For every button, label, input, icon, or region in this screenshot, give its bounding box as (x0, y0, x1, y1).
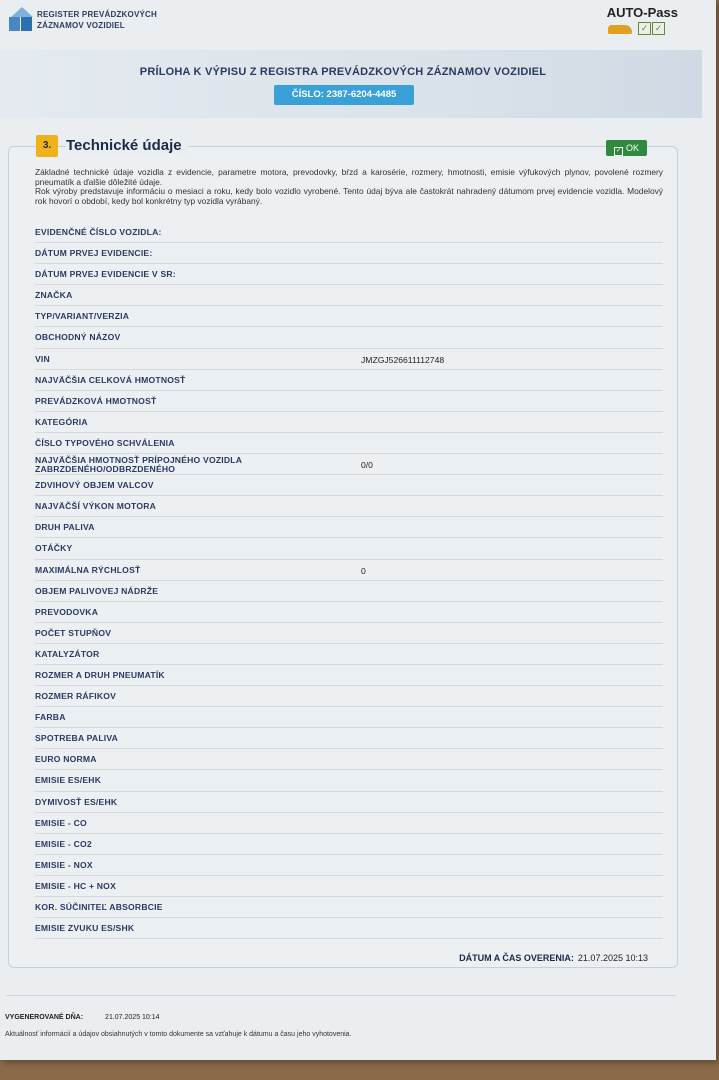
row-label (35, 861, 93, 870)
row-label-line: ZABRZDENÉHO/ODBRZDENÉHO (35, 464, 176, 475)
row-label-line: ROZMER RÁFIKOV (35, 691, 117, 702)
row-label (35, 439, 175, 448)
row-label (35, 650, 99, 659)
table-row (35, 581, 663, 602)
table-row (35, 813, 663, 834)
row-label-line: EMISIE ES/EHK (35, 775, 102, 786)
table-row (35, 433, 663, 454)
row-label (35, 692, 116, 701)
table-row (35, 728, 663, 749)
row-label-line: KATEGÓRIA (35, 416, 88, 427)
table-row (35, 327, 663, 348)
table-row (35, 412, 663, 433)
row-label (35, 903, 163, 912)
section-title: Technické údaje (66, 137, 188, 154)
row-label-line: OBJEM PALIVOVEJ NÁDRŽE (35, 585, 159, 596)
table-row (35, 560, 663, 581)
row-label-line: EMISIE - HC + NOX (35, 880, 116, 891)
register-logo-text (37, 9, 157, 31)
footer-note: Aktuálnosť informácií a údajov obsiahnutých v tomto dokumente sa vzťahuje k dátumu a času jeho vyhotovenia. (5, 1031, 352, 1038)
checkbox-icon: ✓ (638, 22, 651, 35)
row-label-line: ZNAČKA (35, 290, 73, 301)
table-row (35, 285, 663, 306)
generated-label: VYGENEROVANÉ DŇA: (5, 1014, 84, 1021)
checkbox-icon: ✓ (652, 22, 665, 35)
row-label-line: FARBA (35, 712, 66, 723)
table-row (35, 644, 663, 665)
row-label (35, 798, 117, 807)
row-label-line: NAJVÄČŠIA HMOTNOSŤ PRÍPOJNÉHO VOZIDLA (35, 455, 243, 466)
row-label (35, 397, 156, 406)
table-row (35, 855, 663, 876)
check-icon: ✓ (615, 148, 621, 154)
row-label (35, 840, 92, 849)
status-label: OK (625, 143, 639, 153)
row-label-line: KOR. SÚČINITEĽ ABSORBCIE (35, 902, 163, 912)
row-label-line: EMISIE - CO (35, 817, 87, 828)
row-label (35, 882, 116, 891)
row-label (35, 333, 120, 342)
document-number-badge: ČÍSLO: 2387-6204-4485 (274, 85, 414, 105)
logo-line-1: REGISTER PREVÁDZKOVÝCH (37, 10, 157, 19)
row-label-line: EMISIE - NOX (35, 859, 93, 870)
row-label-line: DÁTUM PRVEJ EVIDENCIE: (35, 248, 153, 259)
row-label (35, 924, 134, 933)
row-label (35, 355, 50, 364)
table-row (35, 876, 663, 897)
row-label (35, 523, 95, 532)
row-label-line: OBCHODNÝ NÁZOV (35, 332, 121, 343)
row-label (35, 713, 66, 722)
car-icon (608, 25, 632, 34)
table-row (35, 538, 663, 559)
table-row (35, 686, 663, 707)
divider (6, 995, 676, 996)
row-label (35, 671, 165, 680)
row-label (35, 418, 88, 427)
logo-line-2: ZÁZNAMOV VOZIDIEL (37, 21, 125, 30)
table-row (35, 370, 663, 391)
row-label-line: NAJVÄČŠIA CELKOVÁ HMOTNOSŤ (35, 374, 186, 385)
table-row (35, 792, 663, 813)
row-label (35, 502, 156, 511)
autopass-logo-icon (608, 22, 666, 36)
description-paragraph-2: Rok výroby predstavuje informáciu o mesiaci a roku, kedy bolo vozidlo vyrobené. Tento údaj býva ale častokrát nahradený dátumom prvej evidencie vozidla. Modelový rok hovorí o období, kedy bol konkrétny typ vozidla vyrábaný. (35, 186, 663, 206)
status-badge (606, 140, 647, 156)
table-row (35, 222, 663, 243)
table-row (35, 475, 663, 496)
row-label-line: VIN (35, 353, 50, 364)
description-paragraph-1: Základné technické údaje vozidla z evidencie, parametre motora, prevodovky, bŕzd a karosérie, rozmery, hmotnosti, emisie výfukových plynov, povolené rozmery pneumatík a ďalšie dôležité údaje. (35, 167, 663, 187)
row-label (35, 819, 87, 828)
row-label-line: SPOTREBA PALIVA (35, 733, 119, 744)
autopass-brand: AUTO-Pass (606, 5, 678, 20)
verification-datetime (459, 953, 648, 963)
table-row (35, 918, 663, 939)
row-label (35, 544, 72, 553)
verification-value: 21.07.2025 10:13 (577, 953, 648, 963)
table-row (35, 496, 663, 517)
row-label-line: EMISIE ZVUKU ES/SHK (35, 923, 135, 934)
row-value: 0 (361, 565, 366, 576)
table-row (35, 602, 663, 623)
row-label-line: POČET STUPŇOV (35, 627, 112, 638)
table-row (35, 623, 663, 644)
generated-value: 21.07.2025 10:14 (105, 1014, 160, 1021)
row-label-line: ZDVIHOVÝ OBJEM VALCOV (35, 480, 154, 491)
table-row (35, 391, 663, 412)
row-label-line: KATALYZÁTOR (35, 648, 100, 659)
row-label-line: EVIDENČNÉ ČÍSLO VOZIDLA: (35, 227, 162, 237)
row-label-line: EMISIE - CO2 (35, 838, 92, 849)
row-label-line: EURO NORMA (35, 754, 97, 765)
row-label (35, 228, 162, 237)
row-value: 0/0 (361, 460, 373, 471)
document-title: PRÍLOHA K VÝPISU Z REGISTRA PREVÁDZKOVÝCH ZÁZNAMOV VOZIDIEL (139, 66, 547, 78)
row-label (35, 608, 98, 617)
row-label-line: PREVODOVKA (35, 606, 99, 617)
table-row (35, 897, 663, 918)
register-logo-icon (9, 7, 33, 31)
verification-label: DÁTUM A ČAS OVERENIA: (459, 953, 574, 963)
table-row (35, 454, 663, 475)
table-row (35, 749, 663, 770)
row-label-line: MAXIMÁLNA RÝCHLOSŤ (35, 564, 141, 575)
row-label-line: DRUH PALIVA (35, 522, 95, 533)
section-description (35, 168, 663, 206)
table-row (35, 243, 663, 264)
row-label-line: NAJVÄČŠÍ VÝKON MOTORA (35, 501, 157, 512)
table-row (35, 665, 663, 686)
row-label-line: TYP/VARIANT/VERZIA (35, 311, 130, 322)
row-label (35, 776, 101, 785)
table-row (35, 770, 663, 791)
table-row (35, 834, 663, 855)
table-row (35, 349, 663, 370)
row-label (35, 270, 176, 279)
row-label (35, 312, 129, 321)
row-label-line: DÁTUM PRVEJ EVIDENCIE V SR: (35, 269, 176, 280)
row-label (35, 587, 158, 596)
row-value: JMZGJ526611112748 (361, 354, 445, 365)
row-label (35, 629, 111, 638)
row-label (35, 249, 152, 258)
table-row (35, 306, 663, 327)
row-label-line: ROZMER A DRUH PNEUMATÍK (35, 669, 165, 680)
section-number: 3. (36, 135, 58, 157)
row-label-line: PREVÁDZKOVÁ HMOTNOSŤ (35, 395, 157, 406)
table-row (35, 517, 663, 538)
row-label (35, 291, 72, 300)
row-label-line: ČÍSLO TYPOVÉHO SCHVÁLENIA (35, 437, 175, 448)
row-label (35, 376, 186, 385)
row-label (35, 481, 154, 490)
row-label-line: DYMIVOSŤ ES/EHK (35, 796, 118, 807)
row-label (35, 456, 242, 474)
table-row (35, 264, 663, 285)
row-label (35, 734, 118, 743)
table-row (35, 707, 663, 728)
row-label-line: OTÁČKY (35, 543, 73, 554)
row-label (35, 755, 97, 764)
technical-data-table (35, 222, 663, 939)
generated-date (5, 1014, 160, 1021)
row-label (35, 566, 140, 575)
header-banner (0, 50, 702, 118)
